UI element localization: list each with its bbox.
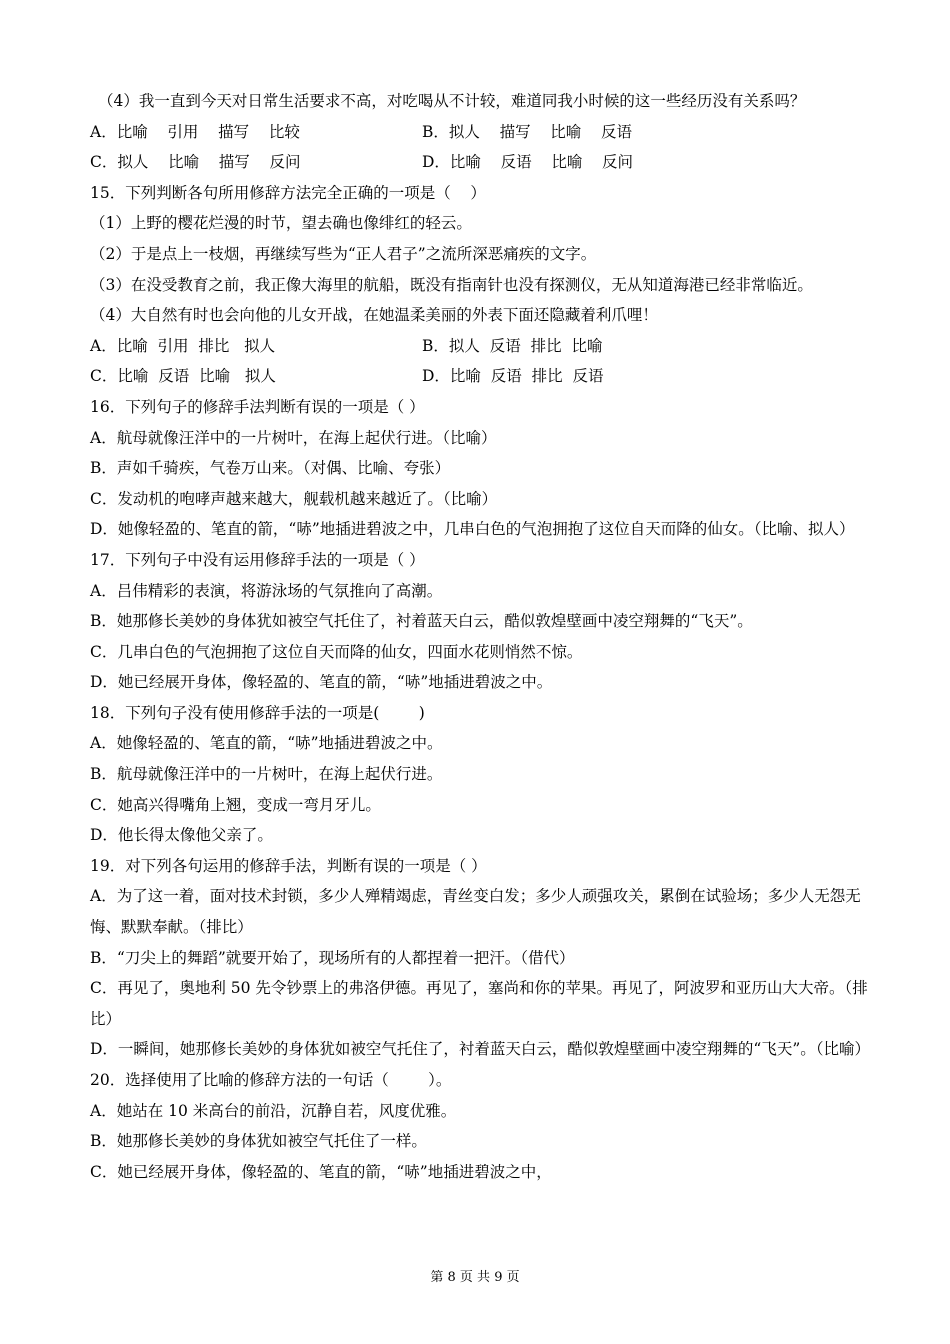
text-line: B．“刀尖上的舞蹈”就要开始了，现场所有的人都捏着一把汗。（借代） [90, 948, 575, 967]
text-line: （2）于是点上一枝烟，再继续写些为“正人君子”之流所深恶痛疾的文字。 [90, 244, 597, 263]
text-line: B．航母就像汪洋中的一片树叶，在海上起伏行进。 [90, 765, 443, 784]
question-stem: 16．下列句子的修辞手法判断有误的一项是（ ） [90, 397, 425, 416]
text-line: （4）我一直到今天对日常生活要求不高，对吃喝从不计较，难道同我小时候的这一些经历没有关系吗？ [98, 92, 806, 110]
answer-options-row [90, 147, 870, 178]
answer-option: D．比喻 反语 比喻 反问 [422, 153, 634, 172]
text-line: A．吕伟精彩的表演，将游泳场的气氛推向了高潮。 [90, 581, 443, 600]
answer-option: B．拟人 描写 比喻 反语 [422, 122, 633, 141]
text-line: C．几串白色的气泡拥抱了这位自天而降的仙女，四面水花则悄然不惊。 [90, 642, 583, 661]
answer-option: C．拟人 比喻 描写 反问 [90, 153, 301, 172]
question-stem: 18．下列句子没有使用修辞手法的一项是( ) [90, 703, 425, 722]
page-footer: 第 8 页 共 9 页 [430, 1270, 520, 1285]
text-line: B．她那修长美妙的身体犹如被空气托住了一样。 [90, 1132, 427, 1151]
question-stem: 17．下列句子中没有运用修辞手法的一项是（ ） [90, 550, 425, 569]
text-line: C．她高兴得嘴角上翘，变成一弯月牙儿。 [90, 795, 381, 814]
text-line: C．再见了，奥地利 50 先令钞票上的弗洛伊德。再见了，塞尚和你的苹果。再见了，阿波罗和亚历山大大帝。（排比） [90, 979, 868, 1028]
question-stem: 19．对下列各句运用的修辞手法，判断有误的一项是（ ） [90, 856, 487, 875]
text-line: D．她已经展开身体，像轻盈的、笔直的箭，“哧”地插进碧波之中。 [90, 673, 553, 692]
text-line: （1）上野的樱花烂漫的时节，望去确也像绯红的轻云。 [90, 214, 472, 233]
text-line: A．为了这一着，面对技术封锁，多少人殚精竭虑，青丝变白发；多少人顽强攻关，累倒在试验场；多少人无怨无悔、默默奉献。（排比） [90, 887, 861, 937]
document-page [90, 86, 870, 1187]
text-line: （4）大自然有时也会向他的儿女开战，在她温柔美丽的外表下面还隐藏着利爪哩！ [90, 306, 658, 325]
text-line: D．一瞬间，她那修长美妙的身体犹如被空气托住了，衬着蓝天白云，酷似敦煌壁画中凌空翔舞的“飞天”。（比喻） [90, 1040, 871, 1059]
question-stem: 15．下列判断各句所用修辞方法完全正确的一项是（ ） [90, 183, 486, 202]
text-line: C．发动机的咆哮声越来越大，舰载机越来越近了。（比喻） [90, 489, 498, 508]
text-line: B．她那修长美妙的身体犹如被空气托住了，衬着蓝天白云，酷似敦煌壁画中凌空翔舞的“飞天”。 [90, 612, 753, 631]
answer-option: A．比喻 引用 排比 拟人 [90, 336, 276, 355]
text-line: A．航母就像汪洋中的一片树叶，在海上起伏行进。（比喻） [90, 428, 497, 447]
text-line: （3）在没受教育之前，我正像大海里的航船，既没有指南针也没有探测仪，无从知道海港已经非常临近。 [90, 275, 813, 294]
answer-options-row [90, 117, 870, 148]
text-line: D．她像轻盈的、笔直的箭，“哧”地插进碧波之中，几串白色的气泡拥抱了这位自天而降的仙女。（比喻、拟人） [90, 520, 855, 539]
text-line: D．他长得太像他父亲了。 [90, 826, 273, 845]
answer-option: C．比喻 反语 比喻 拟人 [90, 367, 276, 386]
answer-options-row [90, 361, 870, 392]
text-line: C．她已经展开身体，像轻盈的、笔直的箭，“哧”地插进碧波之中， [90, 1162, 552, 1181]
answer-option: A．比喻 引用 描写 比较 [90, 122, 300, 141]
text-line: A．她像轻盈的、笔直的箭，“哧”地插进碧波之中。 [90, 734, 443, 753]
question-stem: 20．选择使用了比喻的修辞方法的一句话（ ）。 [90, 1071, 452, 1089]
answer-option: B．拟人 反语 排比 比喻 [422, 336, 603, 355]
text-line: B．声如千骑疾，气卷万山来。（对偶、比喻、夸张） [90, 459, 451, 478]
answer-options-row [90, 331, 870, 362]
answer-option: D．比喻 反语 排比 反语 [422, 367, 604, 386]
text-line: A．她站在 10 米高台的前沿，沉静自若，风度优雅。 [90, 1101, 457, 1120]
